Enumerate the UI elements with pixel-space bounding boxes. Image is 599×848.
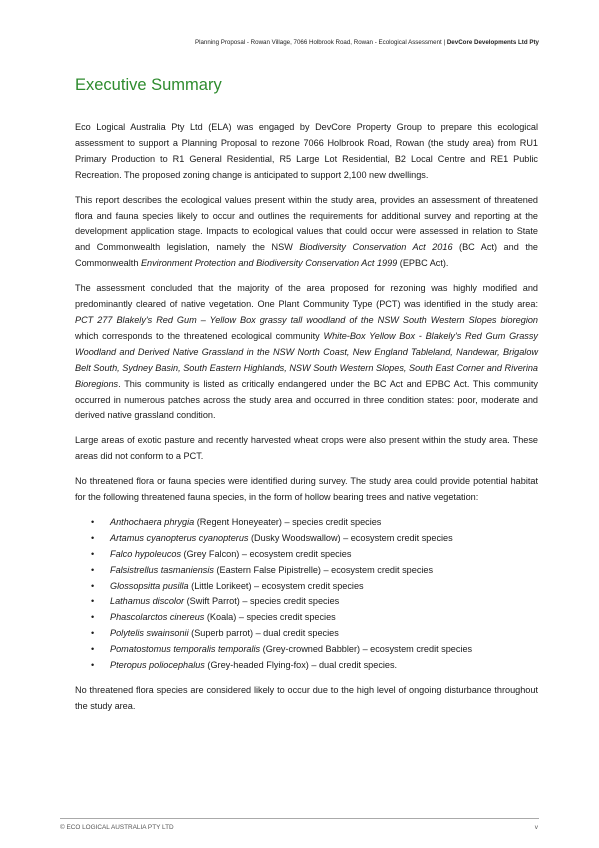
list-item bbox=[91, 642, 538, 658]
footer-copyright: © ECO LOGICAL AUSTRALIA PTY LTD bbox=[60, 824, 174, 831]
species-scientific-name: Lathamus discolor bbox=[110, 596, 185, 607]
list-item bbox=[91, 579, 538, 595]
running-header bbox=[195, 39, 539, 46]
list-item bbox=[91, 563, 538, 579]
header-separator: | bbox=[443, 39, 447, 46]
species-detail: (Koala) – species credit species bbox=[204, 612, 336, 623]
list-item bbox=[91, 547, 538, 563]
footer-divider bbox=[60, 818, 539, 819]
species-detail: (Swift Parrot) – species credit species bbox=[184, 596, 340, 607]
paragraph-pasture: Large areas of exotic pasture and recently harvested wheat crops were also present within the study area. These areas did not conform to a PCT. bbox=[75, 435, 538, 462]
page-number: v bbox=[534, 824, 538, 831]
bullet: • bbox=[91, 660, 95, 671]
paragraph-assessment bbox=[75, 281, 538, 424]
species-detail: (Grey-crowned Babbler) – ecosystem credit species bbox=[260, 644, 473, 655]
bullet: • bbox=[91, 612, 95, 623]
species-scientific-name: Artamus cyanopterus cyanopterus bbox=[110, 532, 249, 543]
bullet: • bbox=[91, 596, 95, 607]
paragraph-flora: No threatened flora species are considered likely to occur due to the high level of ongoing disturbance throughout the study area. bbox=[75, 685, 538, 711]
species-scientific-name: Pteropus poliocephalus bbox=[110, 660, 205, 671]
list-item bbox=[91, 610, 538, 626]
list-item bbox=[91, 658, 538, 674]
text: (EPBC Act). bbox=[397, 258, 449, 269]
header-company: DevCore Developments Ltd Pty bbox=[446, 39, 539, 46]
list-item bbox=[91, 531, 538, 547]
paragraph-intro: Eco Logical Australia Pty Ltd (ELA) was engaged by DevCore Property Group to prepare this ecological assessment to support a Planning Proposal to rezone 7066 Holbrook Road, Rowan (the study area) from RU1 Primary Production to R1 General Residential, R5 Large Lot Residential, B2 Local Centre and RE1 Public Recreation. The proposed zoning change is anticipated to support 2,100 new dwellings. bbox=[75, 122, 538, 180]
species-detail: (Grey-headed Flying-fox) – dual credit species. bbox=[204, 660, 398, 671]
bullet: • bbox=[91, 548, 95, 559]
list-item bbox=[91, 626, 538, 642]
bullet: • bbox=[91, 516, 95, 527]
pct-name: PCT 277 Blakely's Red Gum – Yellow Box grassy tall woodland of the NSW South Western Slopes bioregion bbox=[75, 314, 538, 325]
bullet: • bbox=[91, 580, 95, 591]
text: which corresponds to the threatened ecological community bbox=[75, 330, 324, 341]
species-detail: (Little Lorikeet) – ecosystem credit species bbox=[188, 580, 364, 591]
community-name: White-Box Yellow Box - Blakely's Red Gum Grassy Woodland and Derived Native Grassland in the NSW North Coast, New England Tableland, Nandewar, Brigalow Belt South, Sydney Basin, South Eastern Highlands, NSW South Western Slopes, South East Corner and Riverina Bioregions bbox=[75, 330, 538, 389]
species-scientific-name: Anthochaera phrygia bbox=[110, 516, 195, 527]
text: . This community is listed as critically endangered under the BC Act and EPBC Act. This community occurred in numerous patches across the study area and occurred in three condition states: poor, moderate and derived native grassland condition. bbox=[75, 378, 538, 421]
species-list bbox=[75, 515, 538, 674]
text: The assessment concluded that the majority of the area proposed for rezoning was highly modified and predominantly cleared of native vegetation. One Plant Community Type (PCT) was identified in the study area: bbox=[75, 283, 538, 310]
species-scientific-name: Falsistrellus tasmaniensis bbox=[110, 564, 214, 575]
species-detail: (Superb parrot) – dual credit species bbox=[188, 628, 339, 639]
bullet: • bbox=[91, 644, 95, 655]
text: (BC Act) and the Commonwealth bbox=[75, 242, 538, 269]
list-item bbox=[91, 515, 538, 531]
species-scientific-name: Polytelis swainsonii bbox=[110, 628, 189, 639]
bullet: • bbox=[91, 564, 95, 575]
species-scientific-name: Falco hypoleucos bbox=[110, 548, 182, 559]
act-name: Biodiversity Conservation Act 2016 bbox=[299, 242, 453, 253]
paragraph-legislation bbox=[75, 193, 538, 273]
species-detail: (Dusky Woodswallow) – ecosystem credit species bbox=[248, 532, 453, 543]
species-detail: (Regent Honeyeater) – species credit species bbox=[194, 516, 382, 527]
section-heading: Executive Summary bbox=[75, 76, 222, 94]
species-scientific-name: Pomatostomus temporalis temporalis bbox=[110, 644, 261, 655]
species-detail: (Grey Falcon) – ecosystem credit species bbox=[181, 548, 352, 559]
species-detail: (Eastern False Pipistrelle) – ecosystem credit species bbox=[213, 564, 434, 575]
body-content bbox=[75, 120, 538, 724]
list-item bbox=[91, 594, 538, 610]
text: This report describes the ecological values present within the study area, provides an assessment of threatened flora and fauna species likely to occur and outlines the requirements for additional survey and reporting at the development application stage. Impacts to ecological values that could occur were assessed in relation to State and Commonwealth legislation, namely the NSW bbox=[75, 194, 538, 253]
act-name: Environment Protection and Biodiversity Conservation Act 1999 bbox=[140, 258, 398, 269]
species-scientific-name: Glossopsitta pusilla bbox=[110, 580, 189, 591]
bullet: • bbox=[91, 628, 95, 639]
bullet: • bbox=[91, 532, 95, 543]
species-scientific-name: Phascolarctos cinereus bbox=[110, 612, 205, 623]
paragraph-species-intro: No threatened flora or fauna species were identified during survey. The study area could provide potential habitat for the following threatened fauna species, in the form of hollow bearing trees and native vegetation: bbox=[75, 476, 538, 503]
header-title: Planning Proposal - Rowan Village, 7066 Holbrook Road, Rowan - Ecological Assessment bbox=[194, 39, 442, 46]
